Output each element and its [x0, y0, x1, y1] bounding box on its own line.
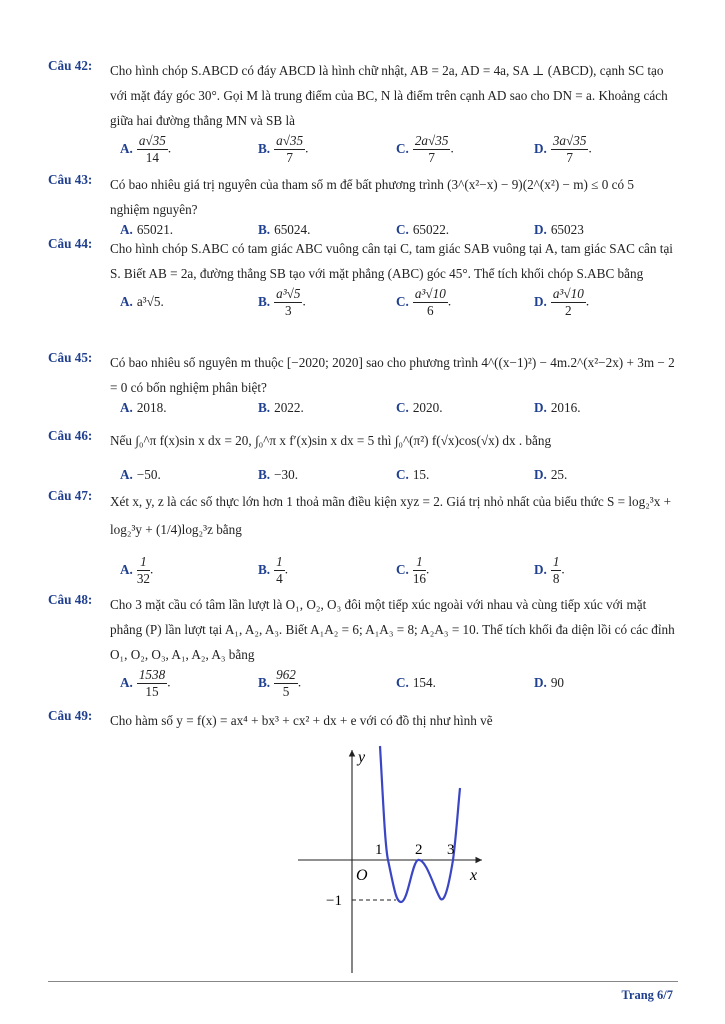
option-d[interactable]: D. $\frac{\text{a³√10}}{2}$ . — [534, 286, 590, 318]
question-number: Câu 42: — [48, 58, 93, 73]
option-d[interactable]: D. 65023 — [534, 222, 584, 237]
option-a[interactable]: A. 2018. — [120, 400, 167, 415]
question-number: Câu 45: — [48, 350, 93, 365]
option-b[interactable]: B. 2022. — [258, 400, 304, 415]
y-tick-minus-1: −1 — [326, 893, 342, 909]
option-b[interactable]: B. −30. — [258, 467, 299, 482]
option-a[interactable]: A. 65021. — [120, 222, 174, 237]
y-label: y — [358, 749, 366, 766]
option-c[interactable]: C. $\frac{1}{16}$ . — [396, 554, 430, 586]
option-d[interactable]: D. 25. — [534, 467, 568, 482]
question-text: Có bao nhiêu giá trị nguyên của tham số m để bất phương trình (3^(x²−x) − 9)(2^(x²) − m) ≤ 0 có 5 nghiệm nguyên? — [110, 177, 634, 217]
question-text: Cho hình chóp S.ABC có tam giác ABC vuông cân tại C, tam giác SAB vuông tại A, tam giác SAC cân tại S. Biết AB = 2a, đường thẳng SB tạo với mặt phẳng (ABC) góc 45°. Thể tích khối chóp S.ABC bằng — [110, 241, 673, 281]
question-46 — [48, 428, 676, 487]
x-tick-1: 1 — [375, 842, 383, 858]
question-number: Câu 43: — [48, 172, 93, 187]
option-c[interactable]: C. 15. — [396, 467, 430, 482]
option-d[interactable]: D. $\frac{3a√35}{7}$ . — [534, 133, 592, 165]
question-text: Cho hàm số y = f(x) = ax⁴ + bx³ + cx² + dx + e với có đồ thị như hình vẽ — [110, 713, 493, 728]
question-number: Câu 49: — [48, 708, 93, 723]
question-44 — [48, 236, 676, 326]
answer-options — [110, 286, 676, 326]
option-c[interactable]: C. 65022. — [396, 222, 450, 237]
question-number: Câu 44: — [48, 236, 93, 251]
option-d[interactable]: D. $\frac{1}{8}$ . — [534, 554, 565, 586]
answer-options — [110, 133, 676, 173]
question-text: Cho 3 mặt cầu có tâm lần lượt là O₁, O₂, O₃ đôi một tiếp xúc ngoài với nhau và cùng tiếp xúc với mặt phẳng (P) lần lượt tại A₁, A₂, A₃. Biết A₁A₂ = 6; A₁A₃ = 8; A₂A₃ = 10. Thể tích khối đa diện lồi có các đỉnh O₁, O₂, O₃, A₁, A₂, A₃ bằng — [110, 597, 675, 662]
question-number: Câu 46: — [48, 428, 93, 443]
question-49 — [48, 708, 676, 733]
option-a[interactable]: A. $\frac{a√35}{14}$ . — [120, 133, 172, 165]
option-d[interactable]: D. 90 — [534, 675, 565, 690]
option-d[interactable]: D. 2016. — [534, 400, 581, 415]
answer-options — [110, 400, 676, 420]
x-tick-3: 3 — [447, 842, 455, 858]
footer-divider — [48, 981, 678, 982]
question-number: Câu 47: — [48, 488, 93, 503]
x-tick-2: 2 — [415, 842, 423, 858]
question-45 — [48, 350, 676, 420]
answer-options — [110, 667, 676, 707]
question-43 — [48, 172, 676, 242]
page-number: Trang 6/7 — [621, 988, 673, 1002]
option-a[interactable]: A. −50. — [120, 467, 161, 482]
option-b[interactable]: B. $\frac{a√35}{7}$ . — [258, 133, 309, 165]
option-c[interactable]: C. $\frac{2a√35}{7}$ . — [396, 133, 454, 165]
question-text: Cho hình chóp S.ABCD có đáy ABCD là hình chữ nhật, AB = 2a, AD = 4a, SA ⊥ (ABCD), cạnh SC tạo với mặt đáy góc 30°. Gọi M là trung điểm của BC, N là điểm trên cạnh AD sao cho DN = a. Khoảng cách giữa hai đường thẳng MN và SB là — [110, 63, 668, 128]
option-a[interactable]: A. $\frac{1538}{15}$ . — [120, 667, 171, 699]
question-text: Xét x, y, z là các số thực lớn hơn 1 thoả mãn điều kiện xyz = 2. Giá trị nhỏ nhất của biểu thức S = log₂³x + log₂³y + (1/4)log₂³z bằng — [110, 494, 672, 537]
x-label: x — [470, 867, 478, 884]
function-curve — [380, 746, 460, 902]
option-c[interactable]: C. 154. — [396, 675, 436, 690]
answer-options — [110, 554, 676, 594]
question-47 — [48, 488, 676, 594]
option-c[interactable]: C. 2020. — [396, 400, 443, 415]
option-b[interactable]: B. $\frac{962}{5}$ . — [258, 667, 302, 699]
option-a[interactable]: A. a³√5. — [120, 294, 164, 309]
question-42 — [48, 58, 676, 173]
option-a[interactable]: A. $\frac{1}{32}$ . — [120, 554, 154, 586]
option-b[interactable]: B. $\frac{1}{4}$ . — [258, 554, 288, 586]
option-b[interactable]: B. 65024. — [258, 222, 311, 237]
question-number: Câu 48: — [48, 592, 93, 607]
option-c[interactable]: C. $\frac{\text{a³√10}}{6}$ . — [396, 286, 452, 318]
function-graph — [290, 738, 490, 978]
question-48 — [48, 592, 676, 707]
option-b[interactable]: B. $\frac{\text{a³√5}}{3}$ . — [258, 286, 306, 318]
question-text: Có bao nhiêu số nguyên m thuộc [−2020; 2020] sao cho phương trình 4^((x−1)²) − 4m.2^(x²−2x) + 3m − 2 = 0 có bốn nghiệm phân biệt? — [110, 355, 675, 395]
answer-options — [110, 467, 676, 487]
origin-label: O — [356, 867, 368, 884]
question-text: Nếu ∫₀^π f(x)sin x dx = 20, ∫₀^π x f′(x)sin x dx = 5 thì ∫₀^(π²) f(√x)cos(√x) dx . bằng — [110, 433, 552, 448]
